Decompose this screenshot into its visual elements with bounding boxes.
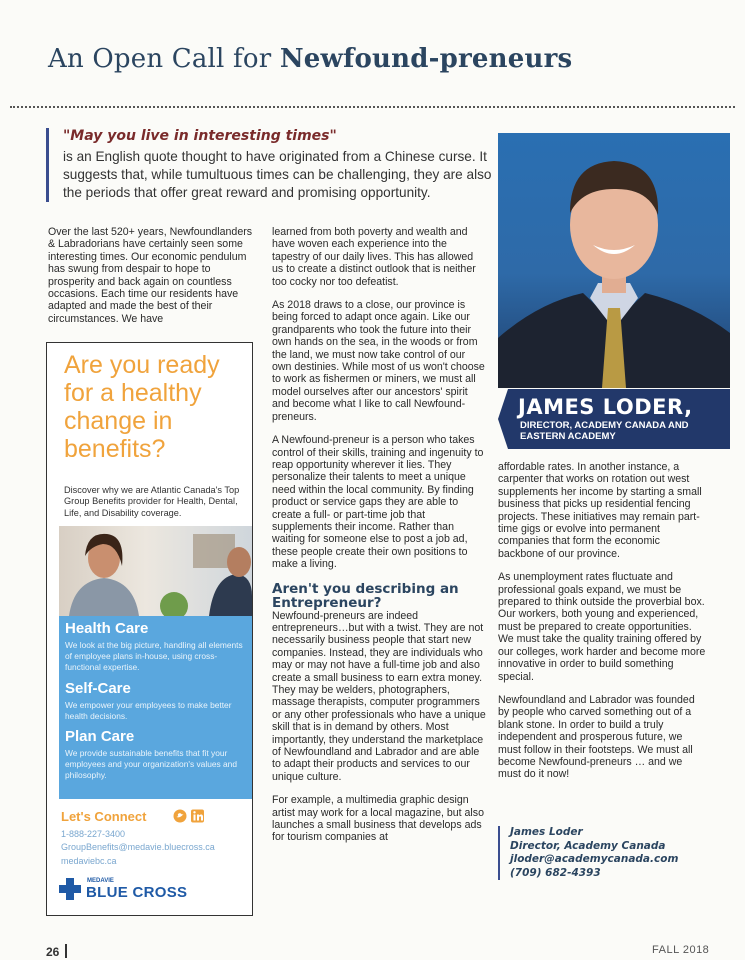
issue-label: FALL 2018: [652, 944, 710, 956]
author-name: JAMES LODER,: [518, 395, 693, 419]
portrait-illustration: [498, 133, 730, 388]
pull-quote-text: is an English quote thought to have originated from a Chinese curse. It suggests that, while tumultuous times can be challenging, they are also the periods that offer great reward and promising opportunity.: [63, 149, 492, 200]
ad-section-title: Plan Care: [65, 728, 135, 745]
paragraph: affordable rates. In another instance, a carpenter that works on rotation out west supplements her income by starting a small business that picks up residential fencing projects. These initiatives may remain part-time gigs or evolve into permanent companies that form the economic backbone of our province.: [498, 461, 702, 560]
ad-section-title: Self-Care: [65, 680, 131, 697]
pull-quote-heading: "May you live in interesting times": [63, 128, 337, 144]
paragraph: Newfoundland and Labrador was founded by people who carved something out of a blank stone. In order to build a truly independent and prosperous future, we must follow in their footsteps. We must all become Newfound-preneurs … and we must do it now!: [498, 693, 695, 781]
author-photo: [498, 133, 730, 388]
signature-block: [498, 826, 678, 880]
paragraph: learned from both poverty and wealth and have woven each experience into the tapestry of our daily lives. This has allowed us to create a distinct outlook that is neither too cocky nor too defeatist.: [272, 226, 476, 288]
author-title-line1: DIRECTOR, ACADEMY CANADA AND: [520, 420, 689, 431]
ad-photo: [59, 526, 252, 616]
ad-section-desc: We empower your employees to make better health decisions.: [65, 700, 232, 721]
nameplate-arrow: [498, 389, 508, 449]
column-2: [272, 226, 487, 855]
page-number-value: 26: [46, 945, 60, 959]
page-number: [46, 944, 67, 959]
cross-icon: [59, 878, 81, 900]
paragraph: For example, a multimedia graphic design artist may work for a local magazine, but also launches a small business that develops ads for tourism companies at: [272, 794, 484, 844]
author-nameplate: [508, 389, 730, 449]
author-title: [520, 420, 689, 442]
author-title-line2: EASTERN ACADEMY: [520, 431, 616, 442]
ad-website[interactable]: medaviebc.ca: [61, 856, 117, 866]
brand-name: BLUE CROSS: [86, 884, 188, 901]
paragraph: Over the last 520+ years, Newfoundlanders & Labradorians have certainly seen some interesting times. Our economic pendulum has swung from despair to hope to prosperity and back again on countless occasions. Each time our residents have adapted and made the best of their circumstances. We have: [48, 226, 253, 325]
signature-name: James Loder: [510, 826, 583, 838]
signature-email[interactable]: jloder@academycanada.com: [510, 853, 679, 865]
ad-section-title: Health Care: [65, 620, 149, 637]
page-headline: [48, 44, 572, 74]
paragraph: As 2018 draws to a close, our province is being forced to adapt once again. Like our grandparents who took the future into their own hands on the sea, in the woods or from the land, we must now take control of our own destinies. While most of us won't choose to work as fishermen or miners, we must all model ourselves after our ancestors' spirit and become what I like to call Newfound-preneurs.: [272, 299, 485, 423]
ad-section-desc: We provide sustainable benefits that fit your employees and your organization's values and philosophy.: [65, 748, 237, 780]
ad-benefits-panel: [59, 616, 252, 799]
page-number-bar: [65, 944, 67, 958]
ad-phone: 1-888-227-3400: [61, 829, 126, 839]
paragraph: As unemployment rates fluctuate and professional goals expand, we must be prepared to think outside the proverbial box. Our workers, both young and experienced, must be prepared to create opportunities. We must take the quality training offered by our colleges, work harder and become more innovative in order to build something special.: [498, 571, 706, 683]
twitter-linkedin-icon[interactable]: [173, 809, 207, 823]
ad-headline: Are you ready for a healthy change in benefits?: [64, 351, 220, 463]
ad-photo-illustration: [59, 526, 252, 616]
dotted-divider: [10, 106, 735, 108]
signature-title: Director, Academy Canada: [510, 839, 666, 852]
column-1: [48, 226, 256, 336]
ad-subtext: Discover why we are Atlantic Canada's Top Group Benefits provider for Health, Dental, Life, and Disability coverage.: [64, 485, 240, 518]
pull-quote: [46, 128, 503, 202]
headline-bold: Newfound-preneurs: [279, 44, 573, 74]
brand-small: MEDAVIE: [87, 878, 114, 884]
column-3: [498, 461, 708, 792]
ad-email[interactable]: GroupBenefits@medavie.bluecross.ca: [61, 842, 215, 852]
headline-prefix: An Open Call for: [48, 44, 280, 74]
advertisement[interactable]: [46, 342, 253, 916]
ad-social-icons: [173, 809, 207, 828]
ad-connect-label: Let's Connect: [61, 809, 147, 824]
signature-phone: (709) 682-4393: [510, 866, 601, 879]
blue-cross-logo: [59, 878, 188, 905]
paragraph: A Newfound-preneur is a person who takes control of their skills, training and ingenuity to reap opportunity wherever it lies. They personalize their talents to meet a unique need within the local community. By finding product or service gaps they are able to create a full- or part-time job that supplements their income. Rather than waiting for someone else to post a job ad, these people create their own positions to make a living.: [272, 434, 484, 571]
ad-section-desc: We look at the big picture, handling all elements of employee plans in-house, using cross-functional expertise.: [65, 640, 243, 672]
paragraph: Newfound-preneurs are indeed entrepreneurs…but with a twist. They are not necessarily business people that start new companies. Instead, they are individuals who may or may not have a full-time job and also create a small business to earn extra money. They may be welders, photographers, massage therapists, computer programmers or any other professionals who have a unique skill that is in demand by others. Most importantly, they understand the marketplace of Newfoundland and Labrador and are able to adapt their products and services to our unique culture.: [272, 609, 486, 783]
section-heading: Aren't you describing an Entrepreneur?: [272, 580, 459, 611]
